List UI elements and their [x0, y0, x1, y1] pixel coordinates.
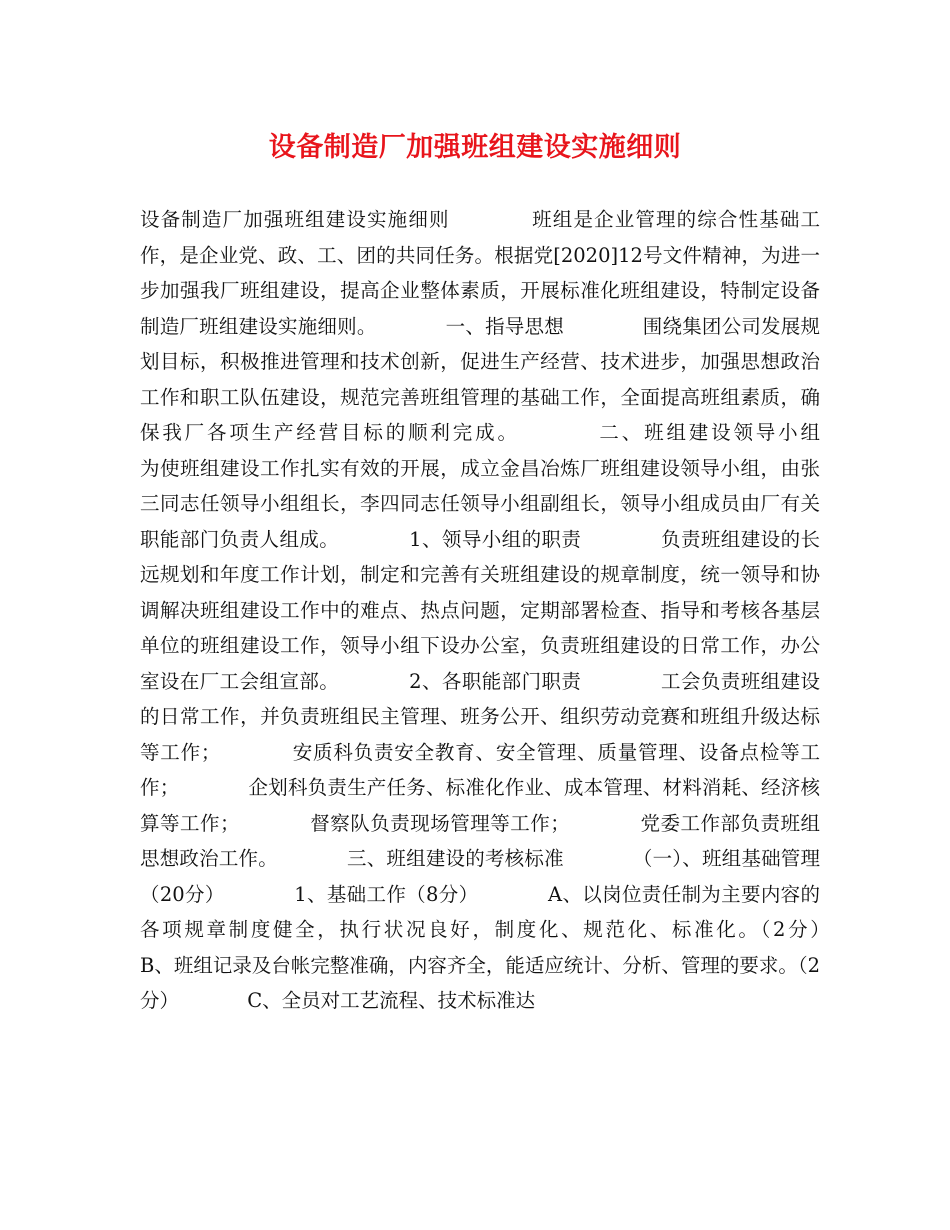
document-title: 设备制造厂加强班组建设实施细则 — [268, 132, 682, 163]
document-body: 设备制造厂加强班组建设实施细则 班组是企业管理的综合性基础工作，是企业党、政、工、团的共同任务。根据党[2020]12号文件精神，为进一步加强我厂班组建设，提高企业整体素质，开展标准化班组建设，特制定设备制造厂班组建设实施细则。 一、指导思想 围绕集团公司发展规划目标，积极推进管理和技术创新，促进生产经营、技术进步，加强思想政治工作和职工队伍建设，规范完善班组管理的基础工作，全面提高班组素质，确保我厂各项生产经营目标的顺利完成。 二、班组建设领导小组 为使班组建设工作扎实有效的开展，成立金昌冶炼厂班组建设领导小组，由张三同志任领导小组组长，李四同志任领导小组副组长，领导小组成员由厂有关职能部门负责人组成。 1、领导小组的职责 负责班组建设的长远规划和年度工作计划，制定和完善有关班组建设的规章制度，统一领导和协调解决班组建设工作中的难点、热点问题，定期部署检查、指导和考核各基层单位的班组建设工作，领导小组下设办公室，负责班组建设的日常工作，办公室设在厂工会组宣部。 2、各职能部门职责 工会负责班组建设的日常工作，并负责班组民主管理、班务公开、组织劳动竞赛和班组升级达标等工作； 安质科负责安全教育、安全管理、质量管理、设备点检等工作； 企划科负责生产任务、标准化作业、成本管理、材料消耗、经济核算等工作； 督察队负责现场管理等工作； 党委工作部负责班组思想政治工作。 三、班组建设的考核标准 （一）、班组基础管理（20分） 1、基础工作（8分） A、以岗位责任制为主要内容的各项规章制度健全，执行状况良好，制度化、规范化、标准化。（2分） B、班组记录及台帐完整准确，内容齐全，能适应统计、分析、管理的要求。（2分） C、全员对工艺流程、技术标准达 — [140, 208, 899, 1012]
